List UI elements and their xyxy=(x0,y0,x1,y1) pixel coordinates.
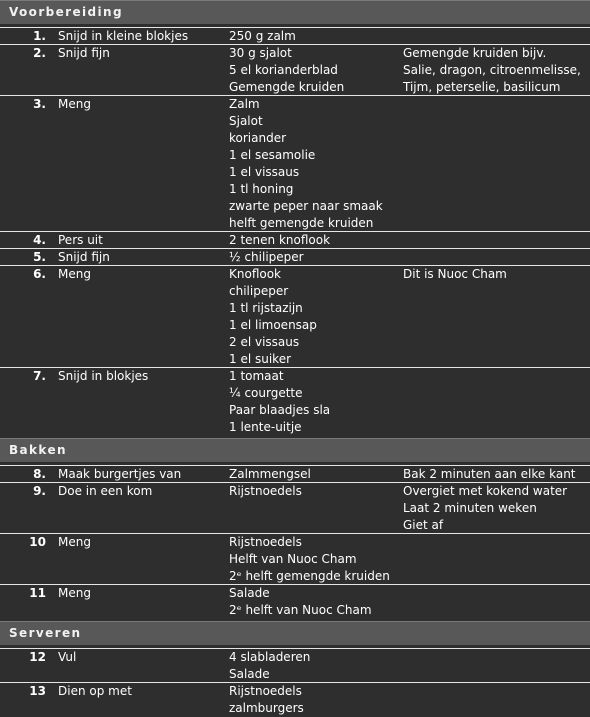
line: zalmburgers xyxy=(229,701,304,715)
line: chilipeper xyxy=(229,284,289,298)
step-row xyxy=(0,95,590,231)
step-action: Meng xyxy=(58,267,91,281)
line: Sjalot xyxy=(229,114,263,128)
section-title: Voorbereiding xyxy=(9,5,123,19)
step-ingredients xyxy=(229,266,401,368)
line: Rijstnoedels xyxy=(229,535,302,549)
step-ingredients xyxy=(229,368,401,436)
line: 2ᵉ helft van Nuoc Cham xyxy=(229,603,372,617)
step-action: Doe in een kom xyxy=(58,484,153,498)
step-action: Meng xyxy=(58,97,91,111)
step-ingredients xyxy=(229,28,401,45)
section-title: Bakken xyxy=(9,443,67,457)
step-row xyxy=(0,367,590,435)
line: ½ chilipeper xyxy=(229,250,304,264)
step-ingredients xyxy=(229,249,401,266)
line: Paar blaadjes sla xyxy=(229,403,331,417)
line: Zalm xyxy=(229,97,260,111)
step-number: 11 xyxy=(29,586,46,600)
step-action: Snijd fijn xyxy=(58,46,110,60)
line: 1 tomaat xyxy=(229,369,284,383)
step-row xyxy=(0,465,590,482)
line: 1 lente-uitje xyxy=(229,420,302,434)
step-number: 6. xyxy=(33,267,46,281)
step-ingredients xyxy=(229,45,401,96)
line: ¼ courgette xyxy=(229,386,303,400)
step-number: 12 xyxy=(29,650,46,664)
step-action: Dien op met xyxy=(58,684,132,698)
line: 4 slabladeren xyxy=(229,650,311,664)
step-row xyxy=(0,44,590,95)
step-action: Snijd in blokjes xyxy=(58,369,149,383)
step-row xyxy=(0,27,590,44)
line: Giet af xyxy=(403,518,444,532)
step-row xyxy=(0,533,590,584)
step-row xyxy=(0,584,590,618)
line: Rijstnoedels xyxy=(229,684,302,698)
line: 30 g sjalot xyxy=(229,46,292,60)
step-ingredients xyxy=(229,483,401,500)
step-action: Meng xyxy=(58,586,91,600)
line: Salade xyxy=(229,667,270,681)
line: Salade xyxy=(229,586,270,600)
section-header xyxy=(0,438,590,462)
line: Tijm, peterselie, basilicum xyxy=(403,80,561,94)
step-row xyxy=(0,231,590,248)
step-number: 8. xyxy=(33,467,46,481)
step-ingredients xyxy=(229,585,401,619)
step-action: Maak burgertjes van xyxy=(58,467,182,481)
step-ingredients xyxy=(229,232,401,249)
step-row xyxy=(0,682,590,716)
line: Gemengde kruiden bijv. xyxy=(403,46,547,60)
step-notes xyxy=(403,466,589,483)
line: Zalmmengsel xyxy=(229,467,311,481)
line: 2 el vissaus xyxy=(229,335,300,349)
line: 2ᵉ helft gemengde kruiden xyxy=(229,569,390,583)
line: Salie, dragon, citroenmelisse, xyxy=(403,63,581,77)
step-row xyxy=(0,248,590,265)
line: 1 el sesamolie xyxy=(229,148,316,162)
line: helft gemengde kruiden xyxy=(229,216,374,230)
line: Bak 2 minuten aan elke kant xyxy=(403,467,576,481)
line: Overgiet met kokend water xyxy=(403,484,568,498)
step-number: 7. xyxy=(33,369,46,383)
line: 1 el vissaus xyxy=(229,165,300,179)
line: 1 el suiker xyxy=(229,352,292,366)
line: 1 el limoensap xyxy=(229,318,317,332)
step-row xyxy=(0,648,590,682)
step-number: 5. xyxy=(33,250,46,264)
step-ingredients xyxy=(229,683,401,717)
section-header xyxy=(0,621,590,645)
line: zwarte peper naar smaak xyxy=(229,199,383,213)
line: Rijstnoedels xyxy=(229,484,302,498)
step-ingredients xyxy=(229,534,401,585)
line: Knoflook xyxy=(229,267,282,281)
step-notes xyxy=(403,266,589,283)
step-number: 1. xyxy=(33,29,46,43)
step-notes xyxy=(403,45,589,96)
step-number: 2. xyxy=(33,46,46,60)
step-action: Pers uit xyxy=(58,233,103,247)
step-number: 9. xyxy=(33,484,46,498)
step-action: Snijd fijn xyxy=(58,250,110,264)
step-action: Snijd in kleine blokjes xyxy=(58,29,189,43)
section-header xyxy=(0,0,590,24)
step-number: 13 xyxy=(29,684,46,698)
step-ingredients xyxy=(229,96,401,232)
step-row xyxy=(0,265,590,367)
line: Helft van Nuoc Cham xyxy=(229,552,357,566)
line: 1 tl honing xyxy=(229,182,294,196)
step-ingredients xyxy=(229,649,401,683)
line: koriander xyxy=(229,131,287,145)
line: Dit is Nuoc Cham xyxy=(403,267,507,281)
step-number: 3. xyxy=(33,97,46,111)
step-number: 4. xyxy=(33,233,46,247)
step-row xyxy=(0,482,590,533)
section-title: Serveren xyxy=(9,626,82,640)
line: Gemengde kruiden xyxy=(229,80,345,94)
line: 250 g zalm xyxy=(229,29,296,43)
line: 2 tenen knoflook xyxy=(229,233,331,247)
line: Laat 2 minuten weken xyxy=(403,501,537,515)
line: 5 el korianderblad xyxy=(229,63,338,77)
step-ingredients xyxy=(229,466,401,483)
step-number: 10 xyxy=(29,535,46,549)
step-action: Vul xyxy=(58,650,77,664)
line: 1 tl rijstazijn xyxy=(229,301,303,315)
step-action: Meng xyxy=(58,535,91,549)
step-notes xyxy=(403,483,589,534)
